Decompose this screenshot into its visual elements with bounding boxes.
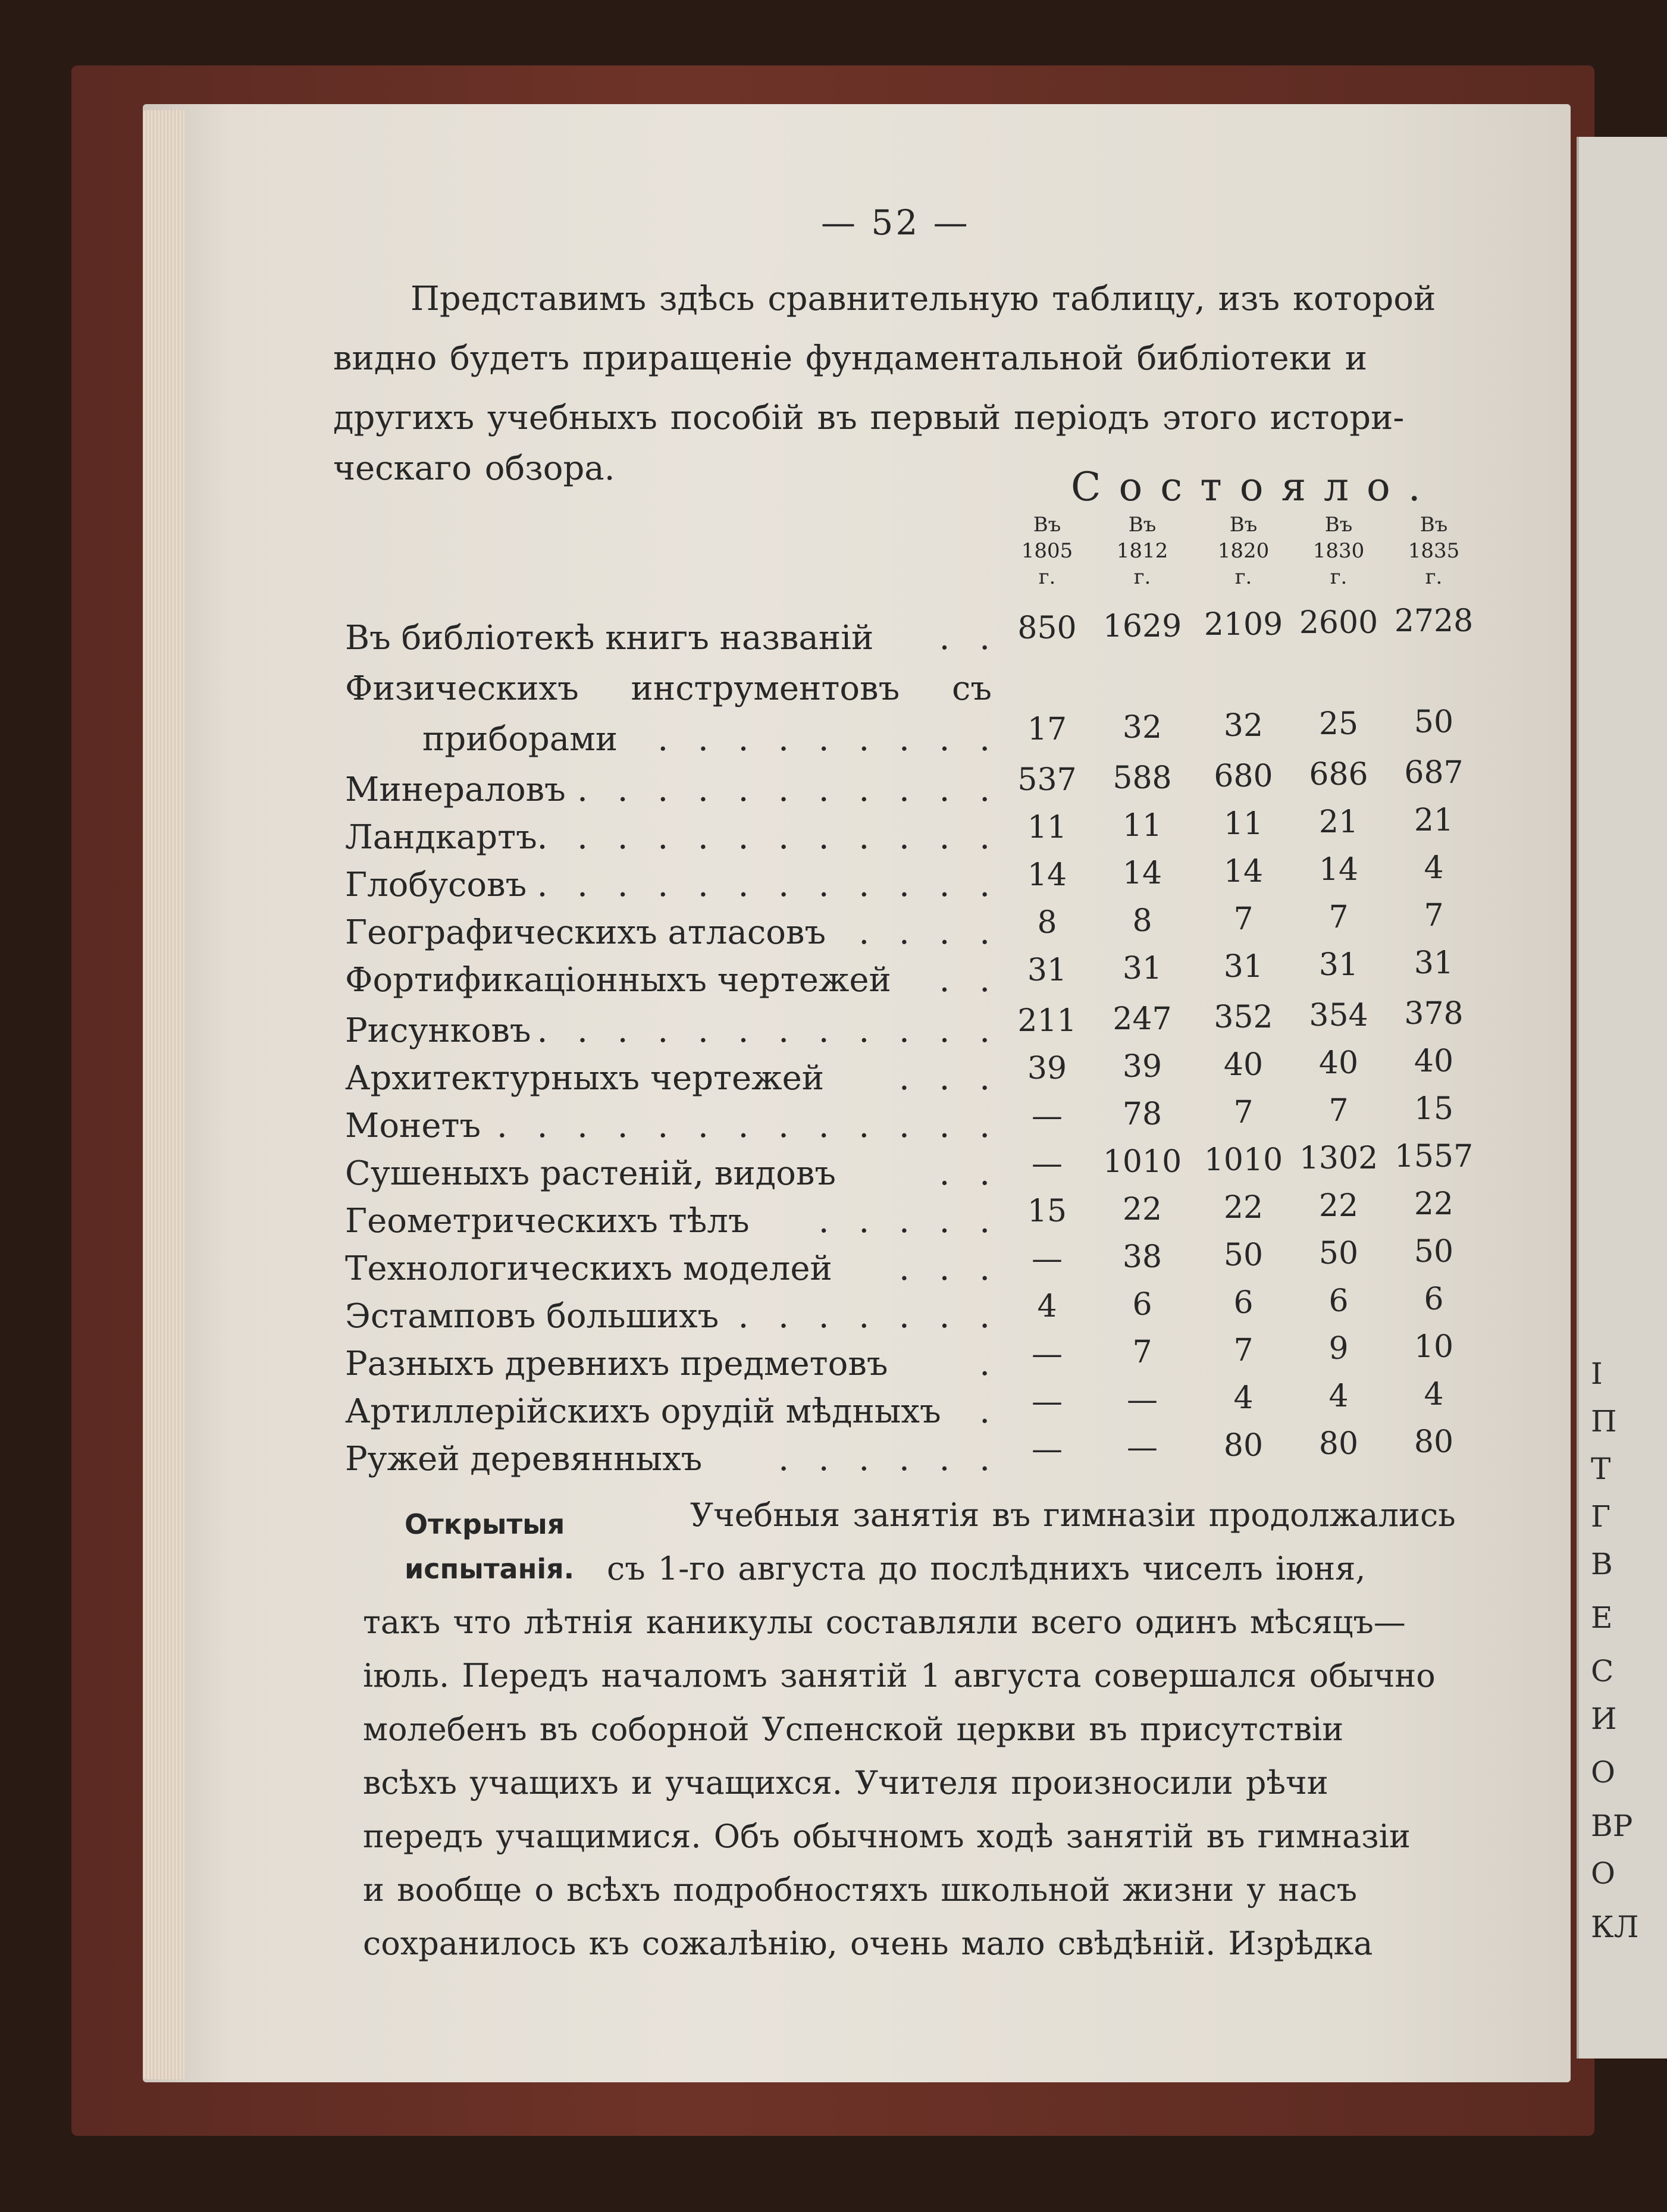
table-cell: 680 [1214, 759, 1273, 794]
table-cell: 7 [1233, 901, 1254, 937]
year-header-part: Въ [1033, 513, 1061, 537]
row-label: Технологическихъ моделей [345, 1249, 832, 1288]
row-dots: . . . . . . . [738, 1297, 999, 1336]
table-cell: 7 [1233, 1333, 1254, 1368]
row-label: Геометрическихъ тѣлъ [345, 1202, 750, 1240]
body-line: молебенъ въ соборной Успенской церкви въ присутствіи [363, 1710, 1344, 1748]
year-header-part: 1830 [1312, 539, 1365, 563]
table-cell: 7 [1424, 898, 1444, 933]
body-line: и вообще о всѣхъ подробностяхъ школьной жизни у насъ [363, 1871, 1358, 1909]
table-cell: — [1127, 1430, 1158, 1465]
table-cell: 11 [1223, 806, 1264, 842]
table-cell: 32 [1223, 708, 1264, 744]
row-label: Географическихъ атласовъ [345, 913, 826, 952]
table-cell: 78 [1122, 1096, 1162, 1132]
table-cell: 4 [1328, 1378, 1349, 1414]
table-cell: 687 [1404, 755, 1464, 791]
table-cell: 14 [1027, 857, 1067, 893]
year-header-part: 1805 [1021, 539, 1073, 563]
row-label: Разныхъ древнихъ предметовъ [345, 1345, 888, 1383]
next-page-fragment: П [1591, 1404, 1617, 1439]
year-header [1101, 512, 1184, 590]
row-label: Монетъ [345, 1107, 481, 1145]
year-header [1297, 512, 1380, 590]
row-label: Эстамповъ большихъ [345, 1297, 719, 1336]
intro-line: другихъ учебныхъ пособій въ первый періодъ этого истори- [333, 399, 1405, 437]
table-cell: 7 [1328, 1093, 1349, 1129]
table-cell: 50 [1223, 1237, 1264, 1273]
table-cell: 247 [1113, 1001, 1172, 1037]
margin-note: Открытыя [405, 1508, 565, 1540]
year-header-part: 1835 [1408, 539, 1460, 563]
table-cell: 31 [1027, 953, 1067, 988]
row-label: Архитектурныхъ чертежей [345, 1059, 825, 1098]
table-cell: 14 [1122, 856, 1162, 891]
year-header-part: Въ [1128, 513, 1157, 537]
row-dots: . . . . . . . . . . . . [537, 866, 999, 904]
next-page-fragment: О [1591, 1856, 1615, 1891]
table-cell: 80 [1223, 1428, 1264, 1464]
row-label: Физическихъ инструментовъ съ [345, 669, 992, 708]
table-cell: 354 [1309, 998, 1368, 1033]
table-cell: 537 [1017, 762, 1077, 798]
table-cell: 50 [1414, 704, 1454, 740]
year-header-part: Въ [1420, 513, 1448, 537]
table-cell: 2600 [1299, 605, 1378, 641]
table-cell: 4 [1037, 1289, 1057, 1324]
table-cell: 850 [1017, 610, 1077, 646]
row-dots: . . . . . . . . . . . . [537, 818, 999, 857]
table-cell: 1557 [1394, 1139, 1474, 1174]
row-dots: . . . . . . . . . . . [577, 770, 999, 809]
table-cell: 21 [1318, 804, 1359, 840]
table-cell: 22 [1318, 1188, 1359, 1224]
row-dots: . . . . [858, 913, 999, 952]
table-cell: 40 [1318, 1045, 1359, 1081]
table-cell: 14 [1223, 854, 1264, 889]
table-cell: 686 [1309, 757, 1368, 792]
margin-note: испытанія. [405, 1553, 575, 1585]
row-dots: . . . [898, 1059, 999, 1098]
table-cell: 588 [1113, 760, 1172, 796]
year-header [1005, 512, 1089, 590]
row-label: приборами [422, 720, 618, 759]
table-cell: 38 [1122, 1239, 1162, 1275]
table-cell: 1629 [1102, 609, 1182, 644]
row-label: Рисунковъ [345, 1011, 531, 1050]
table-cell: 40 [1223, 1047, 1264, 1083]
year-header-part: г. [1425, 565, 1443, 589]
table-cell: 6 [1233, 1285, 1254, 1321]
body-line: съ 1-го августа до послѣднихъ чиселъ іюня, [607, 1550, 1366, 1587]
table-cell: 14 [1318, 852, 1359, 888]
next-page-fragment: С [1591, 1654, 1614, 1688]
year-header-part: Въ [1324, 513, 1353, 537]
table-cell: 4 [1233, 1380, 1254, 1416]
table-heading: Состояло. [1071, 464, 1439, 510]
row-label: Артиллерійскихъ орудій мѣдныхъ [345, 1392, 941, 1431]
next-page-fragment: В [1591, 1547, 1613, 1581]
row-label: Фортификаціонныхъ чертежей [345, 961, 891, 1000]
row-label: Сушеныхъ растеній, видовъ [345, 1154, 836, 1193]
intro-line: видно будетъ приращеніе фундаментальной библіотеки и [333, 339, 1368, 378]
next-page-fragment: І [1591, 1356, 1603, 1391]
table-cell: 8 [1132, 903, 1152, 939]
table-cell: 7 [1233, 1095, 1254, 1130]
table-cell: 31 [1414, 945, 1454, 981]
table-cell: 39 [1027, 1051, 1067, 1086]
table-cell: 31 [1318, 947, 1359, 983]
table-cell: 31 [1223, 949, 1264, 985]
table-cell: — [1127, 1382, 1158, 1418]
table-cell: 352 [1214, 1000, 1273, 1035]
body-line: сохранилось къ сожалѣнію, очень мало свѣдѣній. Изрѣдка [363, 1925, 1373, 1962]
row-label: Ружей деревянныхъ [345, 1440, 703, 1478]
year-header-part: г. [1133, 565, 1151, 589]
year-header [1392, 512, 1475, 590]
table-cell: 10 [1414, 1329, 1454, 1365]
row-label: Въ библіотекѣ книгъ названій [345, 619, 874, 657]
table-cell: 80 [1318, 1426, 1359, 1462]
year-header-part: Въ [1229, 513, 1258, 537]
body-line: передъ учащимися. Объ обычномъ ходѣ занятій въ гимназіи [363, 1818, 1411, 1855]
row-dots: . . . . . . . . . [657, 720, 999, 759]
table-cell: — [1032, 1098, 1063, 1134]
table-cell: 1010 [1204, 1142, 1283, 1178]
table-cell: — [1032, 1336, 1063, 1372]
table-cell: — [1032, 1146, 1063, 1182]
table-cell: 2109 [1204, 607, 1283, 643]
table-cell: 9 [1328, 1331, 1349, 1367]
row-dots: . . . . . [818, 1202, 999, 1240]
table-cell: 15 [1414, 1091, 1454, 1127]
row-label: Минераловъ [345, 770, 566, 809]
year-header-part: г. [1038, 565, 1056, 589]
table-cell: 6 [1328, 1283, 1349, 1319]
table-cell: 80 [1414, 1424, 1454, 1460]
table-cell: 22 [1122, 1192, 1162, 1227]
table-cell: 4 [1424, 850, 1444, 886]
table-cell: 7 [1132, 1334, 1152, 1370]
table-cell: 1010 [1102, 1144, 1182, 1180]
table-cell: — [1032, 1384, 1063, 1420]
row-dots: . [979, 1392, 999, 1431]
body-line: іюль. Передъ началомъ занятій 1 августа совершался обычно [363, 1657, 1436, 1694]
table-cell: 25 [1318, 706, 1359, 742]
table-cell: 21 [1414, 803, 1454, 838]
next-page-fragment: ВР [1591, 1809, 1633, 1843]
row-label: Глобусовъ [345, 866, 527, 904]
year-header-part: 1812 [1116, 539, 1168, 563]
table-cell: 15 [1027, 1193, 1067, 1229]
intro-line: Представимъ здѣсь сравнительную таблицу, изъ которой [411, 280, 1436, 318]
table-cell: 11 [1027, 810, 1067, 845]
table-cell: 211 [1017, 1003, 1077, 1039]
row-label: Ландкартъ [345, 818, 537, 857]
next-page-fragment: О [1591, 1755, 1615, 1790]
table-cell: 378 [1404, 996, 1464, 1032]
row-dots: . . [939, 1154, 999, 1193]
year-header-part: г. [1330, 565, 1348, 589]
next-page-fragment: Г [1591, 1499, 1611, 1534]
table-cell: 39 [1122, 1049, 1162, 1085]
table-cell: 8 [1037, 905, 1057, 941]
table-cell: 31 [1122, 951, 1162, 986]
table-cell: 4 [1424, 1377, 1444, 1412]
body-line: всѣхъ учащихъ и учащихся. Учителя произносили рѣчи [363, 1764, 1328, 1801]
table-cell: — [1032, 1241, 1063, 1277]
table-cell: 7 [1328, 900, 1349, 935]
next-page-fragment: Т [1591, 1452, 1611, 1486]
row-dots: . . . . . . [778, 1440, 999, 1478]
row-dots: . . [939, 619, 999, 657]
table-cell: 6 [1424, 1282, 1444, 1317]
intro-line: ческаго обзора. [333, 449, 615, 488]
table-cell: 2728 [1394, 603, 1474, 639]
next-page-fragment: КЛ [1591, 1910, 1639, 1944]
body-line: такъ что лѣтнія каникулы составляли всего одинъ мѣсяцъ— [363, 1603, 1406, 1641]
table-cell: 22 [1223, 1190, 1264, 1226]
table-cell: — [1032, 1431, 1063, 1467]
next-page-fragment: Е [1591, 1600, 1613, 1635]
table-cell: 6 [1132, 1287, 1152, 1323]
table-cell: 32 [1122, 710, 1162, 745]
table-cell: 22 [1414, 1186, 1454, 1222]
next-page-fragment: И [1591, 1702, 1617, 1736]
row-dots: . . . . . . . . . . . . . [496, 1107, 999, 1145]
table-cell: 40 [1414, 1044, 1454, 1079]
year-header-part: 1820 [1217, 539, 1270, 563]
body-line: Учебныя занятія въ гимназіи продолжались [690, 1496, 1456, 1534]
row-dots: . . [939, 961, 999, 1000]
table-cell: 50 [1318, 1236, 1359, 1271]
year-header [1202, 512, 1285, 590]
row-dots: . . . . . . . . . . . . [537, 1011, 999, 1050]
table-cell: 1302 [1299, 1141, 1378, 1176]
row-dots: . [979, 1345, 999, 1383]
table-cell: 17 [1027, 712, 1067, 747]
table-cell: 11 [1122, 808, 1162, 844]
table-cell: 50 [1414, 1234, 1454, 1270]
row-dots: . . . [898, 1249, 999, 1288]
page-number: — 52 — [821, 202, 970, 243]
year-header-part: г. [1234, 565, 1252, 589]
